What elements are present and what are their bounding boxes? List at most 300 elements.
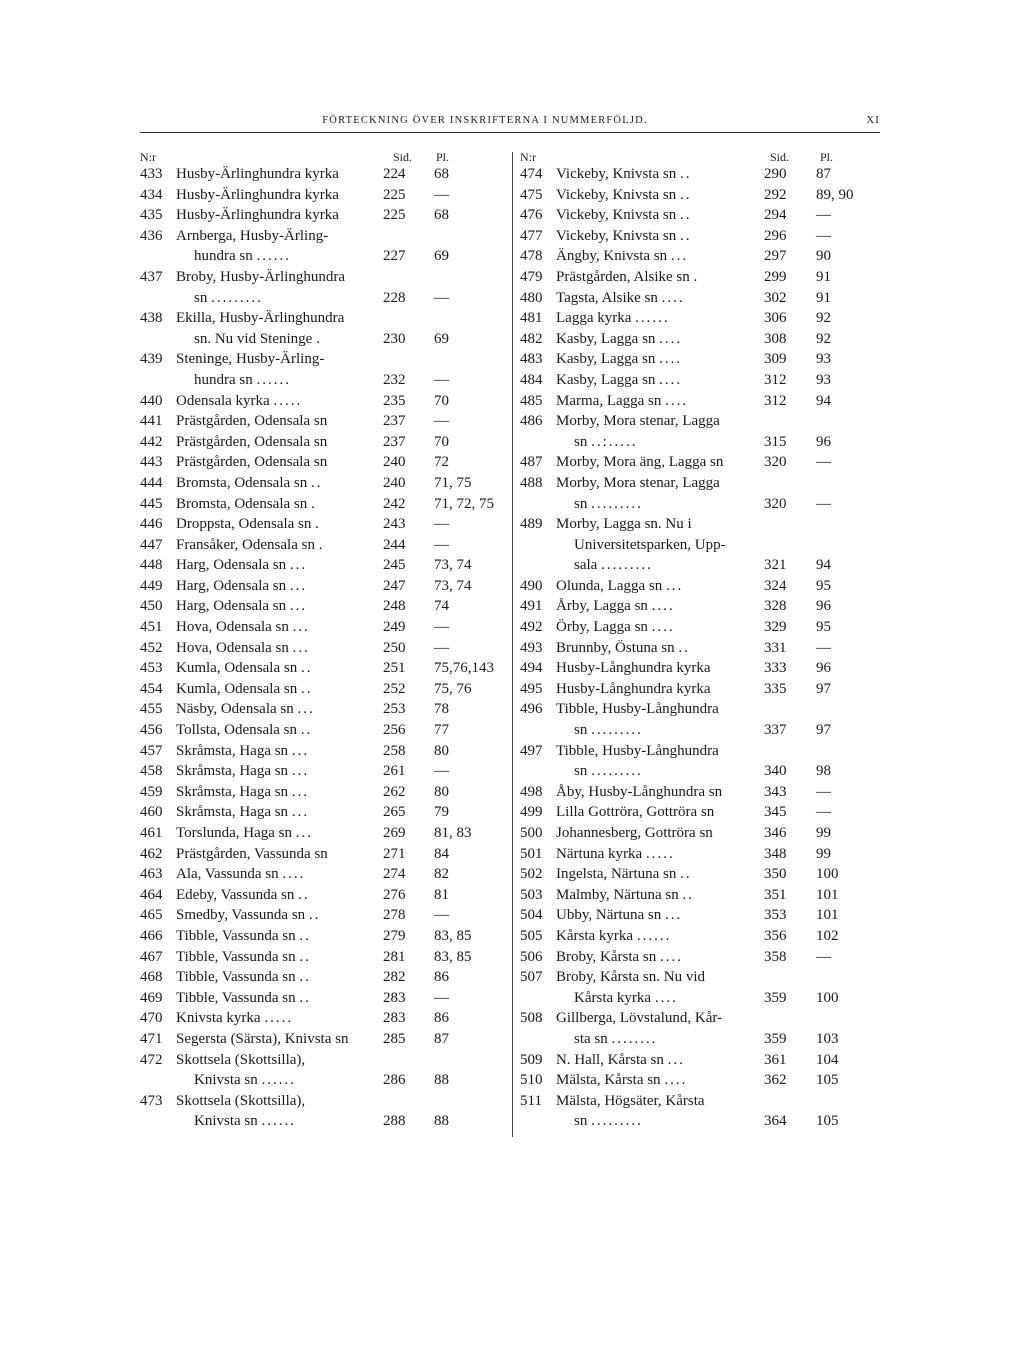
list-item (140, 658, 508, 679)
entry-name: Tibble, Vassunda sn (176, 948, 296, 965)
entry-name: Åby, Husby-Långhundra sn (556, 783, 723, 800)
entry-line (140, 1111, 508, 1132)
page-ref: 269 (383, 825, 406, 841)
entry-name: Odensala kyrka (176, 392, 270, 409)
page-ref: 290 (764, 166, 787, 182)
plate-ref: 68 (434, 166, 449, 182)
entry-number: 504 (520, 907, 543, 924)
plate-ref: — (816, 454, 831, 471)
plate-ref: 70 (434, 392, 449, 409)
entry-line (140, 782, 508, 803)
entry-text (176, 988, 311, 1009)
page-ref: 252 (383, 680, 406, 697)
entry-name: Ingelsta, Närtuna sn (556, 866, 677, 883)
entry-name: Universitetsparken, Upp- (574, 536, 726, 553)
plate-ref: — (434, 289, 449, 306)
leader-dots: .... (654, 989, 678, 1006)
leader-dots: ...... (256, 371, 291, 388)
entry-name: Brunnby, Östuna sn (556, 639, 675, 656)
page-ref: 356 (764, 927, 787, 944)
entry-line (520, 308, 885, 329)
list-item (140, 452, 508, 473)
page-ref: 265 (383, 804, 406, 821)
list-item (520, 308, 885, 329)
entry-name: sn (574, 722, 588, 739)
leader-dots: .. (300, 722, 313, 739)
entry-text (194, 370, 291, 391)
entry-number: 436 (140, 227, 163, 244)
list-item (140, 947, 508, 968)
list-item (520, 391, 885, 412)
list-item (520, 411, 885, 452)
entry-text (574, 720, 643, 741)
entry-text (176, 535, 324, 556)
entry-text (556, 617, 675, 638)
entry-line (520, 864, 885, 885)
entry-line (520, 514, 885, 535)
entry-line (520, 761, 885, 782)
sid-header: Sid. (770, 150, 790, 164)
entry-line (520, 246, 885, 267)
entry-text (176, 947, 311, 968)
entry-name: Ala, Vassunda sn (176, 866, 279, 883)
leader-dots: . (310, 495, 317, 512)
entry-name: Bromsta, Odensala sn (176, 495, 308, 512)
list-item (520, 741, 885, 782)
entry-name: Hova, Odensala sn (176, 639, 289, 656)
entry-number: 446 (140, 516, 163, 533)
entry-line (140, 576, 508, 597)
plate-ref: 94 (816, 392, 831, 409)
page-ref: 337 (764, 722, 787, 739)
list-item (520, 905, 885, 926)
plate-ref: — (816, 948, 831, 965)
plate-ref: 71, 72, 75 (434, 495, 494, 512)
page-ref: 235 (383, 392, 406, 409)
entry-line (520, 411, 885, 432)
entry-text (176, 308, 344, 329)
leader-dots: .... (664, 1072, 688, 1089)
leader-dots: . (315, 516, 321, 533)
entry-name: Tibble, Vassunda sn (176, 927, 296, 944)
page-ref: 274 (383, 866, 406, 883)
entry-line (520, 226, 885, 247)
list-item (140, 1008, 508, 1029)
list-item (140, 720, 508, 741)
plate-ref: 88 (434, 1113, 449, 1130)
plate-ref: 97 (816, 680, 831, 697)
list-item (520, 1091, 885, 1132)
list-item (520, 679, 885, 700)
entry-name: hundra sn (194, 371, 253, 388)
page-ref: 248 (383, 598, 406, 615)
entry-line (140, 267, 508, 288)
entry-name: Knivsta sn (194, 1072, 258, 1089)
entry-number: 437 (140, 268, 163, 285)
entry-line (140, 720, 508, 741)
entry-line (520, 967, 885, 988)
list-item (140, 391, 508, 412)
entry-line (520, 288, 885, 309)
entry-text (556, 267, 699, 288)
entry-line (140, 699, 508, 720)
leader-dots: .... (659, 351, 683, 368)
page-ref: 245 (383, 557, 406, 574)
list-item (140, 699, 508, 720)
page-ref: 324 (764, 577, 787, 594)
list-item (140, 1091, 508, 1132)
leader-dots: .. (679, 207, 692, 224)
leader-dots: .. (680, 866, 692, 883)
plate-ref: 99 (816, 825, 831, 841)
plate-ref: — (434, 907, 449, 924)
entry-number: 434 (140, 186, 163, 203)
page-ref: 251 (383, 660, 406, 677)
entry-name: Skråmsta, Haga sn (176, 783, 289, 800)
entry-number: 480 (520, 289, 543, 306)
entry-number: 461 (140, 825, 163, 841)
page-ref: 353 (764, 907, 787, 924)
entry-name: Morby, Mora stenar, Lagga (556, 474, 720, 491)
entry-line (140, 741, 508, 762)
list-item (520, 844, 885, 865)
entry-number: 447 (140, 536, 163, 553)
entry-list-right (520, 164, 885, 1132)
entry-line (140, 802, 508, 823)
entry-line (140, 494, 508, 515)
entry-number: 500 (520, 825, 543, 841)
plate-ref: 72 (434, 454, 449, 471)
entry-line (520, 720, 885, 741)
plate-ref: 101 (816, 886, 839, 903)
entry-text (176, 1029, 348, 1050)
entry-line (520, 1008, 885, 1029)
entry-line (140, 1008, 508, 1029)
entry-text (556, 1091, 705, 1112)
entry-text (556, 288, 685, 309)
page-ref: 240 (383, 454, 406, 471)
entry-name: Skråmsta, Haga sn (176, 742, 289, 759)
plate-ref: 79 (434, 804, 449, 821)
page-ref: 297 (764, 248, 787, 265)
entry-line (520, 370, 885, 391)
page-ref: 350 (764, 866, 787, 883)
leader-dots: ... (291, 763, 310, 780)
leader-dots: ..... (645, 845, 675, 862)
entry-list-left (140, 164, 508, 1132)
page-ref: 321 (764, 557, 787, 574)
plate-ref: 96 (816, 660, 831, 677)
entry-text (556, 246, 688, 267)
plate-ref: 94 (816, 557, 831, 574)
nr-header: N:r (520, 150, 536, 164)
entry-line (140, 1070, 508, 1091)
entry-text (556, 782, 722, 803)
column-divider (512, 152, 513, 1137)
page-ref: 262 (383, 783, 406, 800)
list-item (520, 370, 885, 391)
plate-ref: — (434, 639, 449, 656)
entry-text (176, 473, 322, 494)
entry-text (556, 905, 682, 926)
list-item (520, 782, 885, 803)
nr-header: N:r (140, 150, 156, 164)
entry-name: Vickeby, Knivsta sn (556, 227, 677, 244)
entry-number: 471 (140, 1030, 163, 1047)
entry-number: 444 (140, 474, 163, 491)
entry-line (140, 638, 508, 659)
entry-line (140, 679, 508, 700)
page-ref: 309 (764, 351, 787, 368)
page-ref: 335 (764, 680, 787, 697)
entry-name: sta sn (574, 1030, 608, 1047)
entry-number: 464 (140, 886, 163, 903)
leader-dots: .. (299, 969, 311, 986)
entry-number: 490 (520, 577, 543, 594)
page-ref: 343 (764, 783, 787, 800)
entry-name: Morby, Mora stenar, Lagga (556, 413, 720, 430)
entry-line (520, 494, 885, 515)
leader-dots: .. (679, 186, 692, 203)
page-ref: 302 (764, 289, 787, 306)
plate-ref: 75, 76 (434, 680, 472, 697)
entry-text (176, 638, 310, 659)
leader-dots: ... (297, 701, 315, 718)
entry-name: Mälsta, Kårsta sn (556, 1072, 661, 1089)
list-item (140, 267, 508, 308)
entry-name: Prästgården, Vassunda sn (176, 845, 328, 862)
page-ref: 312 (764, 392, 787, 409)
page-ref: 271 (383, 845, 406, 862)
entry-text (556, 164, 691, 185)
plate-ref: — (434, 763, 449, 780)
entry-text (176, 802, 309, 823)
entry-text (176, 205, 339, 226)
entry-name: Gillberga, Lövstalund, Kår- (556, 1010, 723, 1027)
page-ref: 294 (764, 207, 787, 224)
plate-ref: 69 (434, 248, 449, 265)
entry-name: Kumla, Odensala sn (176, 680, 298, 697)
entry-number: 439 (140, 351, 163, 368)
entry-text (176, 720, 312, 741)
entry-number: 457 (140, 742, 163, 759)
list-item (140, 967, 508, 988)
entry-text (176, 1091, 305, 1112)
entry-number: 451 (140, 619, 163, 636)
plate-ref: 86 (434, 969, 449, 986)
entry-name: Lagga kyrka (556, 310, 632, 327)
entry-line (520, 535, 885, 556)
plate-ref: 87 (434, 1030, 449, 1047)
entry-text (176, 576, 307, 597)
entry-number: 455 (140, 701, 163, 718)
page-ref: 285 (383, 1030, 406, 1047)
plate-ref: 105 (816, 1072, 839, 1089)
list-item (140, 432, 508, 453)
entry-name: Husby-Långhundra kyrka (556, 680, 711, 697)
entry-name: Kasby, Lagga sn (556, 351, 656, 368)
plate-ref: — (434, 413, 449, 430)
entry-text (574, 432, 638, 453)
entry-name: Broby, Kårsta sn (556, 948, 657, 965)
plate-ref: 81 (434, 886, 449, 903)
entry-name: Segersta (Särsta), Knivsta sn (176, 1030, 349, 1047)
entry-text (574, 535, 726, 556)
plate-ref: 78 (434, 701, 449, 718)
entry-line (520, 205, 885, 226)
leader-dots: ......... (591, 1113, 643, 1130)
list-item (520, 658, 885, 679)
entry-number: 489 (520, 516, 543, 533)
list-item (520, 1008, 885, 1049)
entry-line (520, 741, 885, 762)
entry-name: Vickeby, Knivsta sn (556, 186, 677, 203)
entry-number: 507 (520, 969, 543, 986)
entry-text (556, 329, 682, 350)
entry-text (574, 761, 643, 782)
list-item (520, 246, 885, 267)
page-ref: 359 (764, 989, 787, 1006)
entry-name: Mälsta, Högsäter, Kårsta (556, 1092, 705, 1109)
entry-text (176, 1008, 293, 1029)
entry-name: Lilla Gottröra, Gottröra sn (556, 804, 715, 821)
entry-line (520, 782, 885, 803)
entry-line (140, 205, 508, 226)
list-item (140, 308, 508, 349)
entry-line (520, 844, 885, 865)
leader-dots: ... (291, 804, 310, 821)
entry-name: Harg, Odensala sn (176, 557, 287, 574)
entry-text (176, 823, 313, 844)
plate-ref: 92 (816, 310, 831, 327)
entry-line (140, 864, 508, 885)
list-item (520, 185, 885, 206)
list-item (520, 205, 885, 226)
leader-dots: ... (665, 577, 684, 594)
entry-name: N. Hall, Kårsta sn (556, 1051, 664, 1068)
entry-line (140, 658, 508, 679)
entry-name: Prästgården, Odensala sn (176, 454, 328, 471)
pl-header: Pl. (436, 150, 450, 164)
leader-dots: . (316, 330, 322, 347)
leader-dots: .... (651, 598, 675, 615)
plate-ref: 105 (816, 1113, 839, 1130)
plate-ref: 104 (816, 1051, 839, 1068)
entry-line (520, 1050, 885, 1071)
entry-line (140, 514, 508, 535)
entry-text (556, 1050, 685, 1071)
pl-header: Pl. (820, 150, 834, 164)
entry-name: Johannesberg, Gottröra sn (556, 825, 713, 841)
page-ref: 364 (764, 1113, 787, 1130)
entry-text (556, 391, 688, 412)
entry-number: 497 (520, 742, 543, 759)
list-item (140, 761, 508, 782)
entry-line (140, 1050, 508, 1071)
list-item (520, 576, 885, 597)
plate-ref: 77 (434, 722, 449, 739)
entry-name: sala (574, 557, 598, 574)
page-ref: 308 (764, 330, 787, 347)
entry-text (176, 761, 309, 782)
plate-ref: 69 (434, 330, 449, 347)
entry-text (556, 823, 713, 844)
entry-line (140, 329, 508, 350)
page-ref: 276 (383, 886, 406, 903)
entry-number: 442 (140, 433, 163, 450)
list-item (520, 288, 885, 309)
entry-text (176, 411, 327, 432)
entry-number: 474 (520, 166, 543, 182)
list-item (520, 267, 885, 288)
entry-line (140, 1091, 508, 1112)
leader-dots: .. (678, 639, 690, 656)
plate-ref: 97 (816, 722, 831, 739)
list-item (140, 411, 508, 432)
entry-name: Kårsta kyrka (574, 989, 652, 1006)
list-item (140, 905, 508, 926)
entry-text (176, 391, 302, 412)
entry-text (176, 1050, 305, 1071)
plate-ref: — (816, 495, 831, 512)
leader-dots: ... (289, 598, 308, 615)
leader-dots: ... (291, 742, 310, 759)
entry-text (176, 782, 309, 803)
entry-name: Knivsta sn (194, 1113, 258, 1130)
list-item (140, 617, 508, 638)
list-item (140, 926, 508, 947)
leader-dots: ...... (261, 1072, 296, 1089)
plate-ref: 83, 85 (434, 927, 472, 944)
entry-text (556, 205, 691, 226)
entry-name: Husby-Ärlinghundra kyrka (176, 207, 339, 224)
list-item (140, 494, 508, 515)
plate-ref: 71, 75 (434, 474, 472, 491)
entry-text (176, 679, 312, 700)
plate-ref: 101 (816, 907, 839, 924)
entry-text (556, 349, 682, 370)
plate-ref: 89, 90 (816, 186, 854, 203)
entry-line (140, 432, 508, 453)
plate-ref: 87 (816, 166, 831, 182)
sid-header: Sid. (393, 150, 413, 164)
list-item (140, 349, 508, 390)
page-ref: 312 (764, 371, 787, 388)
list-item (140, 864, 508, 885)
entry-text (574, 494, 643, 515)
entry-line (140, 988, 508, 1009)
entry-name: Kumla, Odensala sn (176, 660, 298, 677)
leader-dots: ... (289, 577, 308, 594)
page-ref: 247 (383, 577, 406, 594)
page-ref: 358 (764, 948, 787, 965)
list-item (140, 1029, 508, 1050)
page-ref: 281 (383, 948, 406, 965)
entry-text (176, 452, 327, 473)
entry-line (140, 885, 508, 906)
entry-number: 438 (140, 310, 163, 327)
plate-ref: 95 (816, 577, 831, 594)
entry-number: 505 (520, 927, 543, 944)
entry-number: 465 (140, 907, 163, 924)
plate-ref: — (434, 619, 449, 636)
plate-ref: 96 (816, 433, 831, 450)
page-ref: 348 (764, 845, 787, 862)
list-item (520, 1070, 885, 1091)
page-ref: 230 (383, 330, 406, 347)
entry-text (176, 514, 321, 535)
entry-line (140, 967, 508, 988)
